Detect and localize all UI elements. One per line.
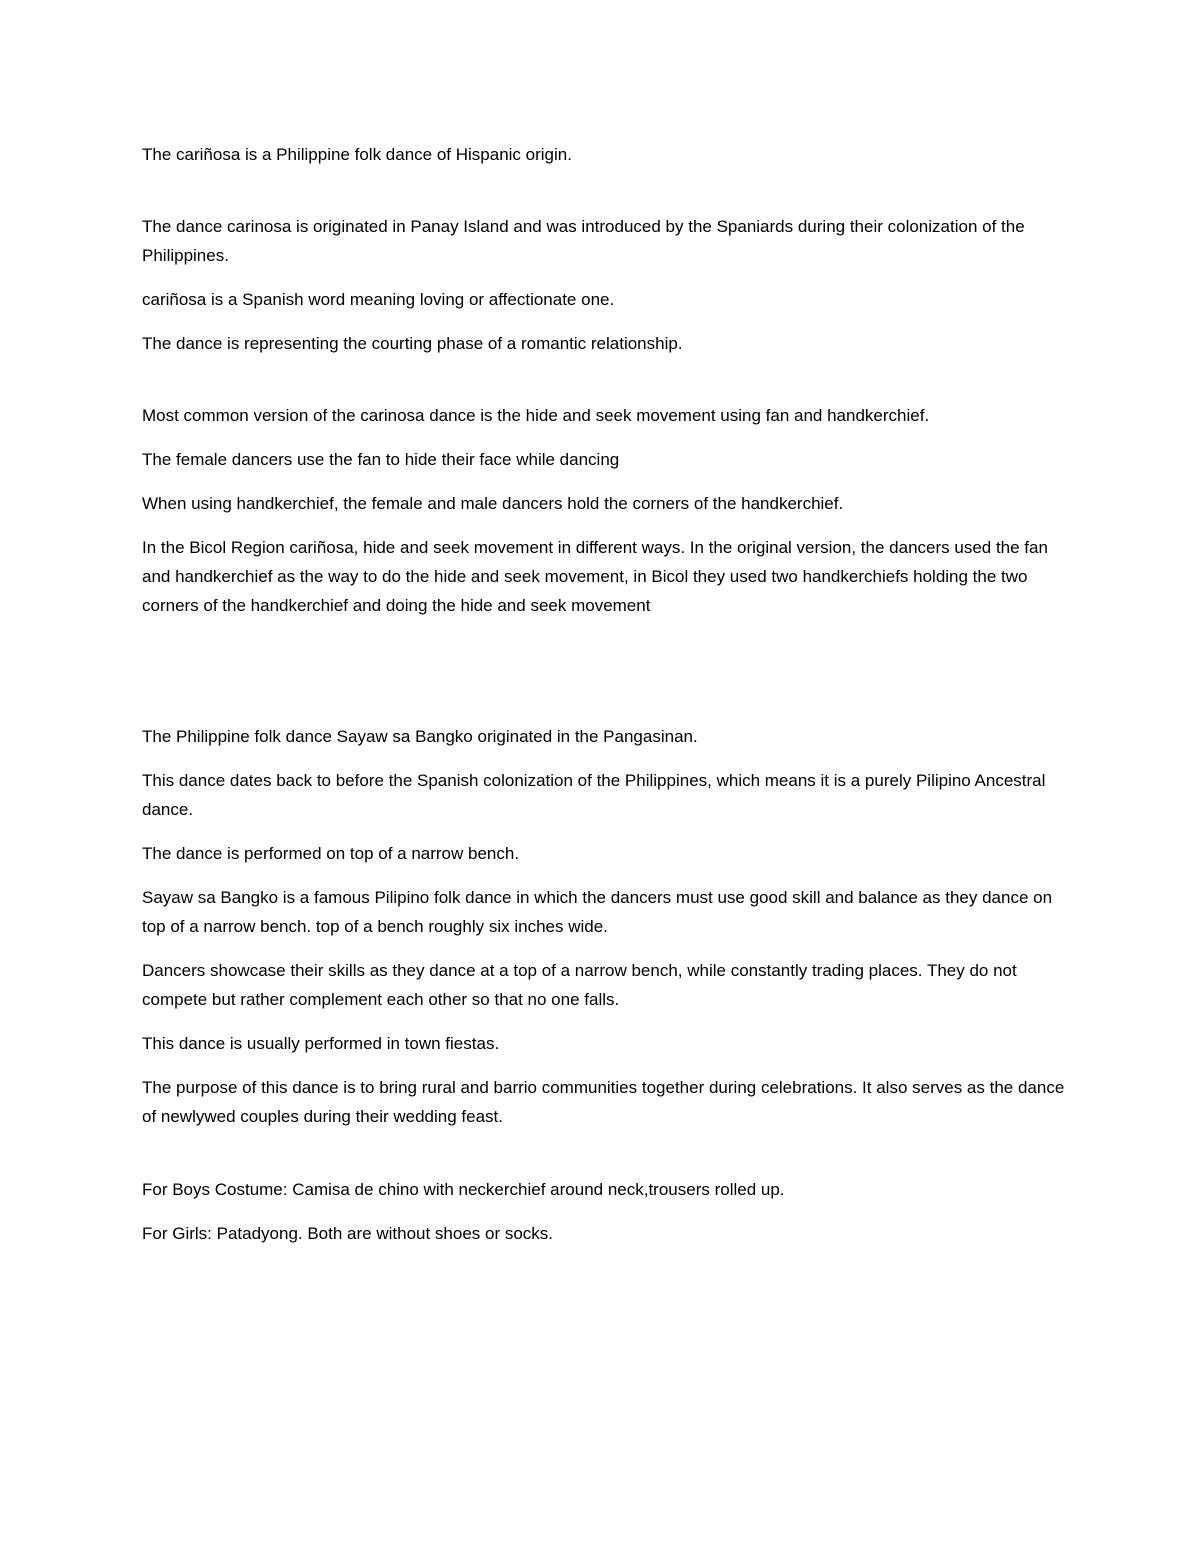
paragraph-handkerchief-use: When using handkerchief, the female and male dancers hold the corners of the handkerchief. (142, 494, 844, 513)
paragraph-sayaw-purpose: The purpose of this dance is to bring rural and barrio communities together during celebrations. It also serves as the dance of newlywed couples during their wedding feast. (142, 1078, 1065, 1126)
paragraph-sayaw-showcase: Dancers showcase their skills as they dance at a top of a narrow bench, while constantly trading places. They do not compete but rather complement each other so that no one falls. (142, 961, 1017, 1009)
paragraph-hide-and-seek: Most common version of the carinosa dance is the hide and seek movement using fan and handkerchief. (142, 406, 930, 425)
paragraph-boys-costume: For Boys Costume: Camisa de chino with neckerchief around neck,trousers rolled up. (142, 1180, 785, 1199)
paragraph-carinosa-courting: The dance is representing the courting phase of a romantic relationship. (142, 334, 683, 353)
paragraph-sayaw-history: This dance dates back to before the Spanish colonization of the Philippines, which means it is a purely Pilipino Ancestral dance. (142, 771, 1046, 819)
paragraph-carinosa-intro: The cariñosa is a Philippine folk dance of Hispanic origin. (142, 145, 572, 164)
paragraph-sayaw-fiestas: This dance is usually performed in town fiestas. (142, 1034, 500, 1053)
paragraph-carinosa-meaning: cariñosa is a Spanish word meaning loving or affectionate one. (142, 290, 615, 309)
paragraph-bicol-version: In the Bicol Region cariñosa, hide and seek movement in different ways. In the original version, the dancers used the fan and handkerchief as the way to do the hide and seek movement, in Bicol they used two handkerchiefs holding the two corners of the handkerchief and doing the hide and seek movement (142, 538, 1048, 615)
paragraph-sayaw-origin: The Philippine folk dance Sayaw sa Bangko originated in the Pangasinan. (142, 727, 698, 746)
paragraph-fan-use: The female dancers use the fan to hide their face while dancing (142, 450, 620, 469)
paragraph-spacer (142, 635, 1072, 722)
paragraph-spacer (142, 1146, 1072, 1175)
paragraph-spacer (142, 373, 1072, 401)
paragraph-spacer (142, 184, 1072, 212)
paragraph-sayaw-skill: Sayaw sa Bangko is a famous Pilipino folk dance in which the dancers must use good skill and balance as they dance on top of a narrow bench. top of a bench roughly six inches wide. (142, 888, 1053, 936)
paragraph-carinosa-origin: The dance carinosa is originated in Panay Island and was introduced by the Spaniards during their colonization of the Philippines. (142, 217, 1025, 265)
paragraph-sayaw-bench: The dance is performed on top of a narrow bench. (142, 844, 520, 863)
document-body (142, 140, 1072, 1263)
paragraph-girls-costume: For Girls: Patadyong. Both are without shoes or socks. (142, 1224, 554, 1243)
